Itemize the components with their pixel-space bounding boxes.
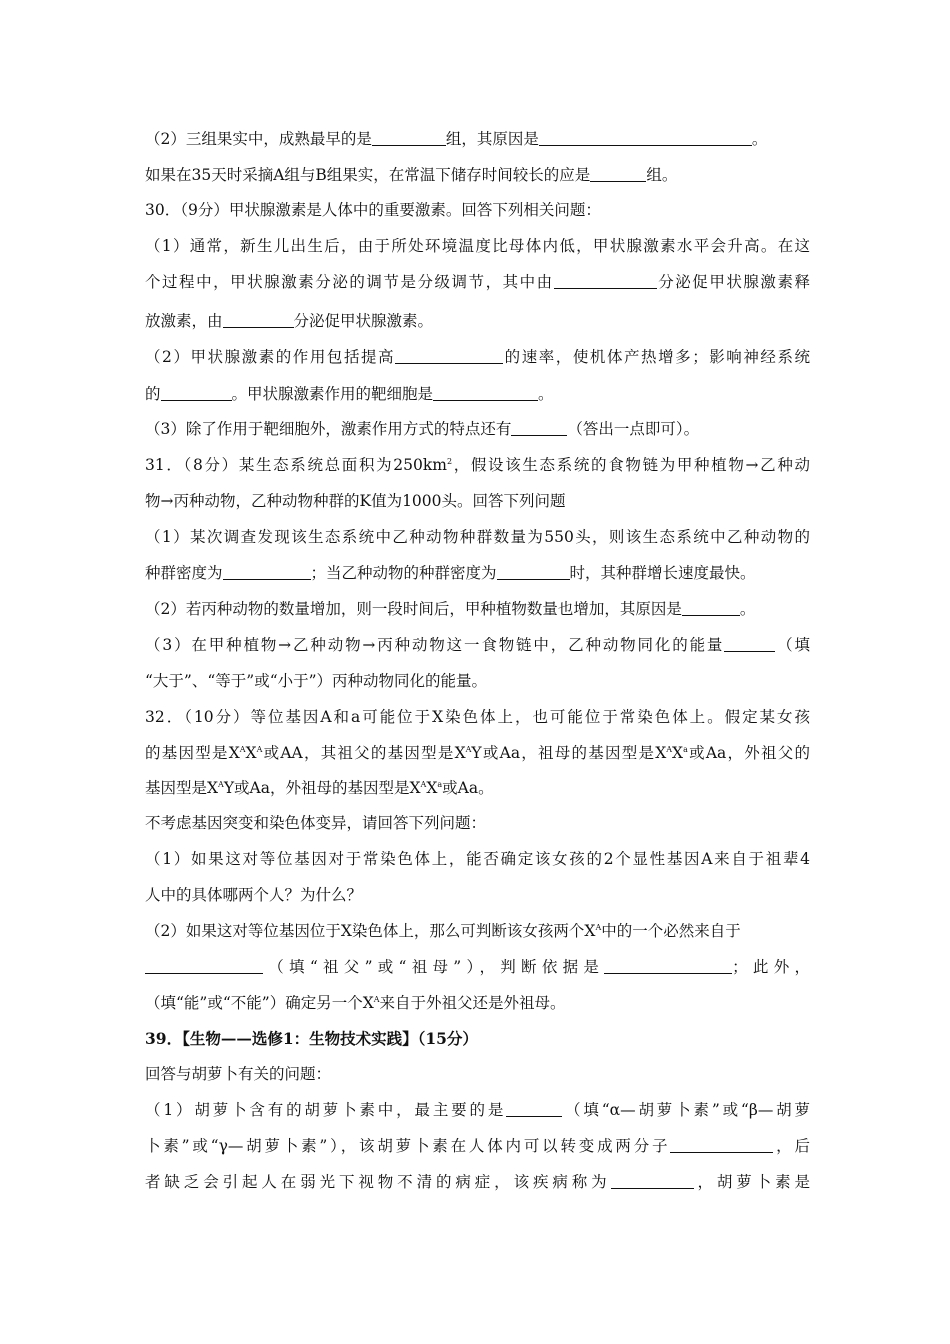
question-39-title	[145, 1028, 810, 1050]
question-32-note: 不考虑基因突变和染色体变异，请回答下列问题：	[145, 814, 487, 832]
text: （3）在甲种植物→乙种动物→丙种动物这一食物链中，乙种动物同化的能量	[145, 636, 725, 654]
question-30-1-line	[145, 310, 810, 332]
question-31-1-line: （1）某次调查发现该生态系统中乙种动物种群数量为550头，则该生态系统中乙种动物的	[145, 528, 810, 546]
superscript: 2	[446, 457, 453, 466]
text: （2）甲状腺激素的作用包括提高	[145, 348, 396, 366]
superscript: A	[218, 780, 224, 789]
text: （1）胡萝卜含有的胡萝卜素中，最主要的是	[145, 1101, 507, 1119]
answer-blank[interactable]	[670, 1137, 773, 1153]
superscript: a	[683, 745, 688, 754]
answer-blank[interactable]	[682, 600, 740, 616]
answer-blank[interactable]	[223, 312, 294, 328]
answer-blank[interactable]	[223, 564, 311, 580]
question-31-3-line	[145, 634, 810, 656]
text: ，胡萝卜素是	[693, 1173, 810, 1191]
superscript: a	[437, 780, 443, 789]
question-31-title: 物→丙种动物，乙种动物种群的K值为1000头。回答下列问题	[145, 492, 566, 510]
text: 种群密度为	[145, 564, 223, 582]
superscript: A	[666, 745, 673, 754]
question-31-2-line	[145, 598, 810, 620]
question-30-2-line	[145, 383, 810, 405]
answer-blank[interactable]	[433, 385, 538, 401]
text: 分泌促甲状腺激素释	[656, 273, 810, 291]
text: （填	[775, 636, 810, 654]
answer-blank[interactable]	[554, 273, 657, 289]
superscript: A	[420, 780, 427, 789]
answer-blank[interactable]	[372, 130, 446, 146]
text: 分泌促甲状腺激素。	[293, 312, 434, 330]
question-39-1-line	[145, 1135, 810, 1157]
question-32-genotypes: 基因型是$X^AY$或Aa，外祖母的基因型是$X^AX^a$或Aa。	[145, 779, 494, 797]
text: 时，其种群增长速度最快。	[569, 564, 756, 582]
answer-blank[interactable]	[161, 385, 232, 401]
superscript: A	[595, 923, 602, 932]
section-heading: 39．【生物——选修1：生物技术实践】（15分）	[145, 1029, 478, 1048]
text: 的速率，使机体产热增多；影响神经系统	[503, 348, 810, 366]
text: 。	[751, 130, 768, 148]
text: （2）三组果实中，成熟最早的是	[145, 130, 372, 148]
question-31-1-line	[145, 562, 810, 584]
question-32-2-line	[145, 956, 810, 978]
question-30-3-line	[145, 418, 810, 440]
superscript: A	[239, 745, 246, 754]
text: 31．（8分）某生态系统总面积为250km	[145, 456, 447, 474]
text: （填“祖父”或“祖母”），判断依据是	[263, 958, 605, 976]
text: 组，其原因是	[445, 130, 539, 148]
text: 。甲状腺激素作用的靶细胞是	[231, 385, 434, 403]
answer-blank[interactable]	[145, 958, 263, 974]
text: 卜素”或“γ—胡萝卜素”），该胡萝卜素在人体内可以转变成两分子	[145, 1137, 671, 1155]
question-31-title	[145, 454, 810, 476]
answer-blank[interactable]	[604, 958, 732, 974]
text: 的	[145, 385, 161, 403]
answer-blank[interactable]	[497, 564, 570, 580]
text: 如果在35天时采摘A组与B组果实，在常温下储存时间较长的应是	[145, 166, 591, 184]
answer-blank[interactable]	[395, 348, 503, 364]
question-32-1-line: （1）如果这对等位基因对于常染色体上，能否确定该女孩的2个显性基因A来自于祖辈4	[145, 850, 810, 868]
text: （3）除了作用于靶细胞外，激素作用方式的特点还有	[145, 420, 512, 438]
superscript: A	[465, 745, 472, 754]
text: ，后	[773, 1137, 810, 1155]
superscript: A	[256, 745, 263, 754]
question-32-2-line: （填“能”或“不能”）确定另一个$X^A$来自于外祖父还是外祖母。	[145, 994, 566, 1012]
superscript: A	[373, 995, 380, 1004]
question-30-1-line	[145, 271, 810, 293]
answer-blank[interactable]	[590, 166, 646, 182]
answer-blank[interactable]	[539, 130, 752, 146]
text: （填“α—胡萝卜素”或“β—胡萝	[562, 1101, 810, 1119]
answer-blank[interactable]	[611, 1173, 694, 1189]
question-32-genotypes: 的基因型是$X^AX^A$或AA，其祖父的基因型是$X^AY$或Aa，祖母的基因型是$X^AX^a$或Aa，外祖父的	[145, 744, 810, 762]
text: （2）若丙种动物的数量增加，则一段时间后，甲种植物数量也增加，其原因是	[145, 600, 682, 618]
text: ，假设该生态系统的食物链为甲种植物→乙种动	[452, 456, 810, 474]
text: 放激素，由	[145, 312, 223, 330]
answer-blank[interactable]	[511, 420, 567, 436]
question-39-1-line	[145, 1099, 810, 1121]
question-32-1-line: 人中的具体哪两个人？为什么？	[145, 886, 363, 904]
question-29-2-line	[145, 128, 810, 150]
text: （答出一点即可）。	[567, 420, 700, 438]
question-31-3-line: “大于”、“等于”或“小于”）丙种动物同化的能量。	[145, 672, 488, 690]
text: 个过程中，甲状腺激素分泌的调节是分级调节，其中由	[145, 273, 554, 291]
question-30-2-line	[145, 346, 810, 368]
question-39-intro: 回答与胡萝卜有关的问题：	[145, 1065, 332, 1083]
question-32-2-line: （2）如果这对等位基因位于X染色体上，那么可判断该女孩两个$X^A$中的一个必然来自于	[145, 922, 741, 940]
question-29-storage-line	[145, 164, 810, 186]
answer-blank[interactable]	[724, 636, 775, 652]
question-30-title: 30．（9分）甲状腺激素是人体中的重要激素。回答下列相关问题：	[145, 201, 601, 219]
text: 组。	[646, 166, 678, 184]
text: ；此外，	[732, 958, 810, 976]
text: 者缺乏会引起人在弱光下视物不清的病症，该疾病称为	[145, 1173, 611, 1191]
question-30-1-line: （1）通常，新生儿出生后，由于所处环境温度比母体内低，甲状腺激素水平会升高。在这	[145, 237, 810, 255]
text: ；当乙种动物的种群密度为	[310, 564, 497, 582]
question-39-1-line	[145, 1171, 810, 1193]
answer-blank[interactable]	[506, 1101, 562, 1117]
question-32-title: 32．（10分）等位基因A和a可能位于X染色体上，也可能位于常染色体上。假定某女孩	[145, 708, 810, 726]
text: 。	[538, 385, 554, 403]
text: 。	[739, 600, 756, 618]
